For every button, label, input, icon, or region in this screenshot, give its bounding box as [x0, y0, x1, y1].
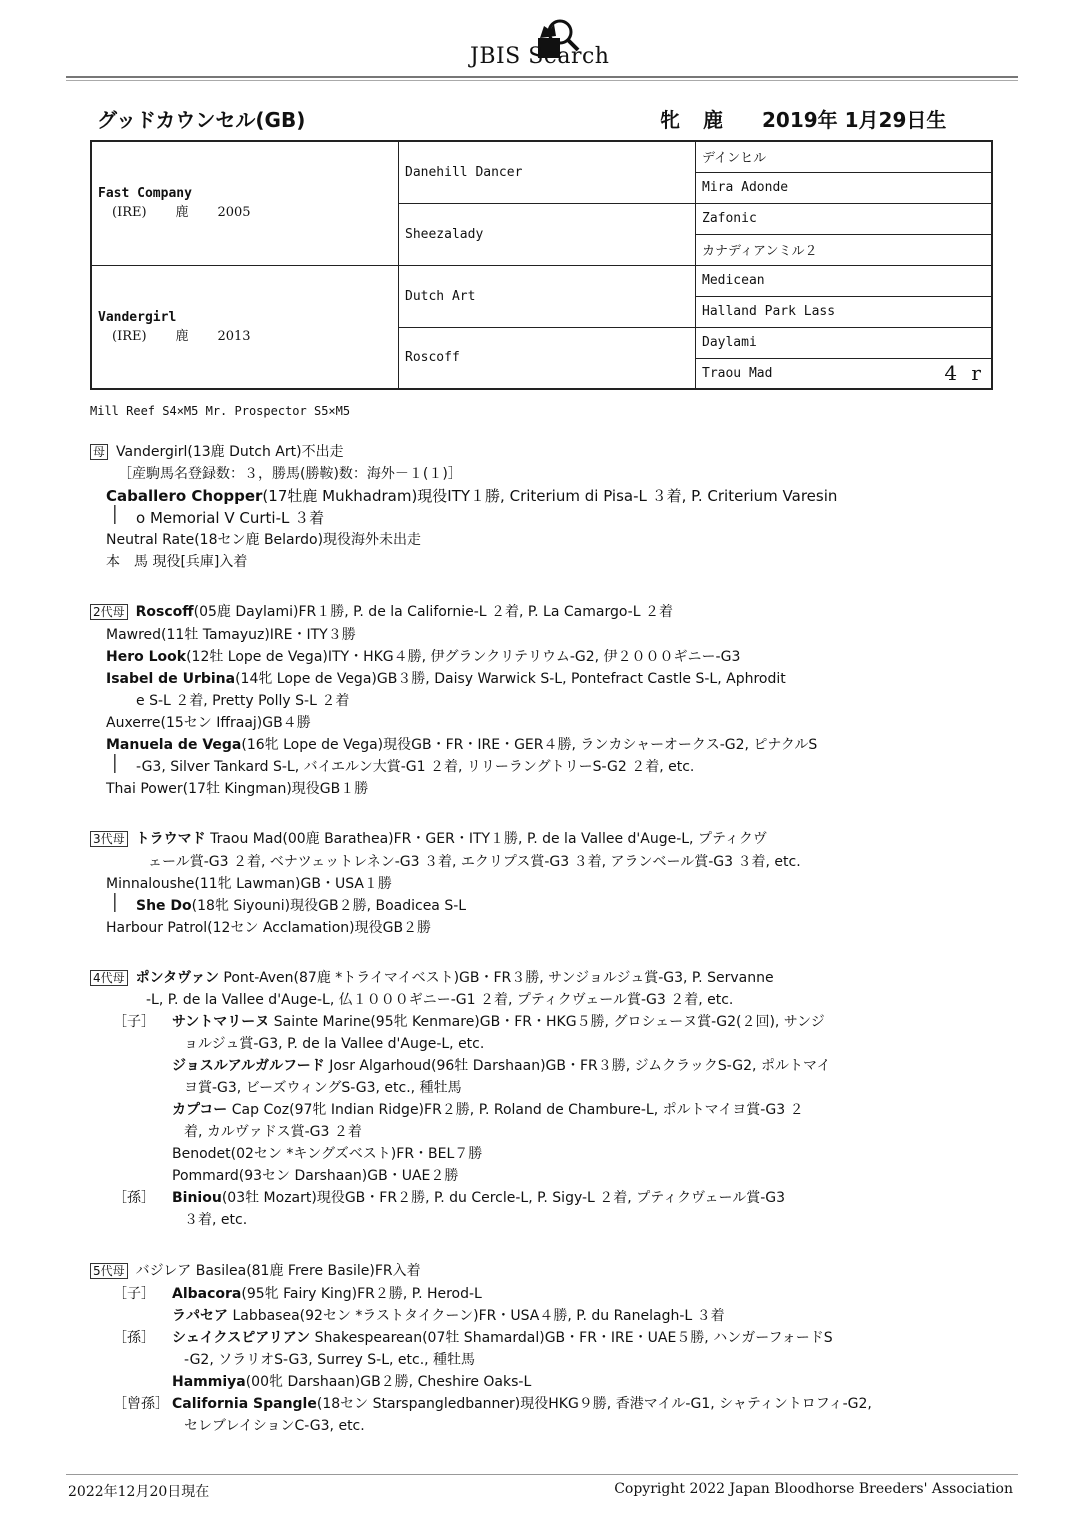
family-line: 4代母 ポンタヴァン Pont-Aven(87鹿 *トライマイベスト)GB・FR３勝, サンジョルジュ賞-G3, P. Servanne [90, 967, 774, 987]
pedigree-gen3: Traou Mad 4 r [696, 358, 993, 389]
pedigree-gen2: Roscoff [399, 327, 696, 389]
jbis-logo [470, 14, 640, 76]
family-line: ェール賞-G3 ２着, ベナツェットレネン-G3 ３着, エクリプス賞-G3 ３着, アランベール賞-G3 ３着, etc. [148, 854, 801, 870]
family-line: Minnaloushe(11牝 Lawman)GB・USA１勝 [106, 876, 392, 892]
family-line: Manuela de Vega(16牝 Lope de Vega)現役GB・FR・IRE・GER４勝, ランカシャーオークス-G2, ピナクルS [106, 737, 818, 753]
relation-tag: ［子］ [113, 1014, 155, 1030]
pedigree-gen3: Halland Park Lass [696, 296, 993, 327]
family-line: o Memorial V Curti-L ３着 [136, 509, 325, 527]
relation-tag: ［曾孫］ [113, 1396, 169, 1412]
dam-name: Vandergirl [98, 309, 177, 325]
pedigree-gen3: Zafonic [696, 203, 993, 234]
family-line: Pommard(93セン Darshaan)GB・UAE２勝 [172, 1168, 459, 1184]
tree-pipe: │ [110, 505, 120, 524]
footer-rule [66, 1474, 1018, 1475]
pedigree-gen3: Daylami [696, 327, 993, 358]
family-line: セレブレイションC-G3, etc. [184, 1418, 365, 1434]
section-tag: 5代母 [90, 1263, 128, 1279]
logo-text: JBIS Search [470, 44, 610, 69]
pedigree-gen3: Medicean [696, 265, 993, 296]
header-rule-thin [66, 80, 1018, 81]
family-line: -G2, ソラリオS-G3, Surrey S-L, etc., 種牡馬 [184, 1352, 476, 1368]
family-line: シェイクスピアリアン Shakespearean(07牡 Shamardal)GB・FR・IRE・UAE５勝, ハンガーフォードS [172, 1330, 833, 1346]
family-line: -G3, Silver Tankard S-L, バイエルン大賞-G1 ２着, リリーラングトリーS-G2 ２着, etc. [136, 759, 695, 775]
family-line: 3代母 トラウマド Traou Mad(00鹿 Barathea)FR・GER・ITY１勝, P. de la Vallee d'Auge-L, プティクヴ [90, 828, 767, 848]
sex-color: 牝 鹿 [660, 108, 731, 132]
family-line: Harbour Patrol(12セン Acclamation)現役GB２勝 [106, 920, 432, 936]
family-line: カプコー Cap Coz(97牝 Indian Ridge)FR２勝, P. Roland de Chambure-L, ポルトマイヨ賞-G3 ２ [172, 1102, 804, 1118]
family-line: Benodet(02セン *キングズベスト)FR・BEL７勝 [172, 1146, 483, 1162]
family-line: ヨ賞-G3, ビーズウィングS-G3, etc., 種牡馬 [184, 1080, 462, 1096]
sire-name: Fast Company [98, 186, 192, 202]
section-tag: 3代母 [90, 831, 128, 847]
family-line: Mawred(11牡 Tamayuz)IRE・ITY３勝 [106, 627, 356, 643]
family-line: ジョスルアルガルフード Josr Algarhoud(96牡 Darshaan)GB・FR３勝, ジムクラックS-G2, ポルトマイ [172, 1058, 831, 1074]
birth-date: 2019年 1月29日生 [762, 108, 947, 132]
family-line: Caballero Chopper(17牡鹿 Mukhadram)現役ITY１勝, Criterium di Pisa-L ３着, P. Criterium Varesin [106, 487, 838, 505]
pedigree-gen2: Danehill Dancer [399, 141, 696, 203]
tree-pipe: │ [110, 893, 120, 912]
pedigree-gen3: Mira Adonde [696, 172, 993, 203]
family-line: 2代母 Roscoff(05鹿 Daylami)FR１勝, P. de la Californie-L ２着, P. La Camargo-L ２着 [90, 601, 673, 621]
sire-info: (IRE) 鹿 2005 [112, 205, 251, 221]
family-line: Albacora(95牝 Fairy King)FR２勝, P. Herod-L [172, 1286, 482, 1302]
family-line: -L, P. de la Vallee d'Auge-L, 仏１０００ギニー-G1 ２着, プティクヴェール賞-G3 ２着, etc. [146, 992, 734, 1008]
family-line: ［産駒馬名登録数：３，勝馬(勝鞍)数：海外－１(１)］ [118, 466, 462, 482]
pedigree-dam [91, 265, 399, 389]
tree-pipe: │ [110, 754, 120, 773]
horse-name: グッドカウンセル(GB) [97, 108, 306, 132]
pedigree-sire [91, 141, 399, 265]
family-line: California Spangle(18セン Starspangledbanner)現役HKG９勝, 香港マイル-G1, シャティントロフィ-G2, [172, 1396, 872, 1412]
family-line: ョルジュ賞-G3, P. de la Vallee d'Auge-L, etc. [184, 1036, 485, 1052]
relation-tag: ［孫］ [113, 1330, 155, 1346]
family-line: 5代母 バジレア Basilea(81鹿 Frere Basile)FR入着 [90, 1260, 421, 1280]
family-line: 本 馬 現役[兵庫]入着 [106, 554, 248, 570]
pedigree-gen3: カナディアンミル２ [696, 234, 993, 265]
family-line: ３着, etc. [184, 1212, 248, 1228]
inbreeding: Mill Reef S4×M5 Mr. Prospector S5×M5 [90, 404, 351, 418]
family-line: She Do(18牝 Siyouni)現役GB２勝, Boadicea S-L [136, 898, 467, 914]
relation-tag: ［子］ [113, 1286, 155, 1302]
dam-info: (IRE) 鹿 2013 [112, 328, 251, 344]
family-line: Neutral Rate(18セン鹿 Belardo)現役海外未出走 [106, 532, 422, 548]
pedigree-gen2: Dutch Art [399, 265, 696, 327]
footer-date: 2022年12月20日現在 [68, 1484, 210, 1500]
family-line: Biniou(03牡 Mozart)現役GB・FR２勝, P. du Cercle-L, P. Sigy-L ２着, プティクヴェール賞-G3 [172, 1190, 786, 1206]
family-line: 着, カルヴァドス賞-G3 ２着 [184, 1124, 362, 1140]
header-rule [66, 76, 1018, 78]
pedigree-gen2: Sheezalady [399, 203, 696, 265]
family-number: 4 r [944, 360, 985, 385]
section-tag: 母 [90, 444, 108, 460]
family-line: Isabel de Urbina(14牝 Lope de Vega)GB３勝, Daisy Warwick S-L, Pontefract Castle S-L, Aphrodit [106, 671, 786, 687]
family-line: ラパセア Labbasea(92セン *ラストタイクーン)FR・USA４勝, P. du Ranelagh-L ３着 [172, 1308, 725, 1324]
footer-copyright: Copyright 2022 Japan Bloodhorse Breeders' Association [614, 1481, 1013, 1497]
family-line: Hero Look(12牡 Lope de Vega)ITY・HKG４勝, 伊グランクリテリウム-G2, 伊２０００ギニー-G3 [106, 649, 741, 665]
family-line: 母 Vandergirl(13鹿 Dutch Art)不出走 [90, 441, 344, 461]
pedigree-gen3: デインヒル [696, 141, 993, 172]
relation-tag: ［孫］ [113, 1190, 155, 1206]
family-line: Auxerre(15セン Iffraaj)GB４勝 [106, 715, 311, 731]
section-tag: 2代母 [90, 604, 128, 620]
section-tag: 4代母 [90, 970, 128, 986]
family-line: Hammiya(00牝 Darshaan)GB２勝, Cheshire Oaks-L [172, 1374, 532, 1390]
family-line: e S-L ２着, Pretty Polly S-L ２着 [136, 693, 350, 709]
family-line: Thai Power(17牡 Kingman)現役GB１勝 [106, 781, 369, 797]
pedigree-table [90, 140, 993, 390]
family-line: サントマリーヌ Sainte Marine(95牝 Kenmare)GB・FR・HKG５勝, グロシェーヌ賞-G2(２回), サンジ [172, 1014, 825, 1030]
